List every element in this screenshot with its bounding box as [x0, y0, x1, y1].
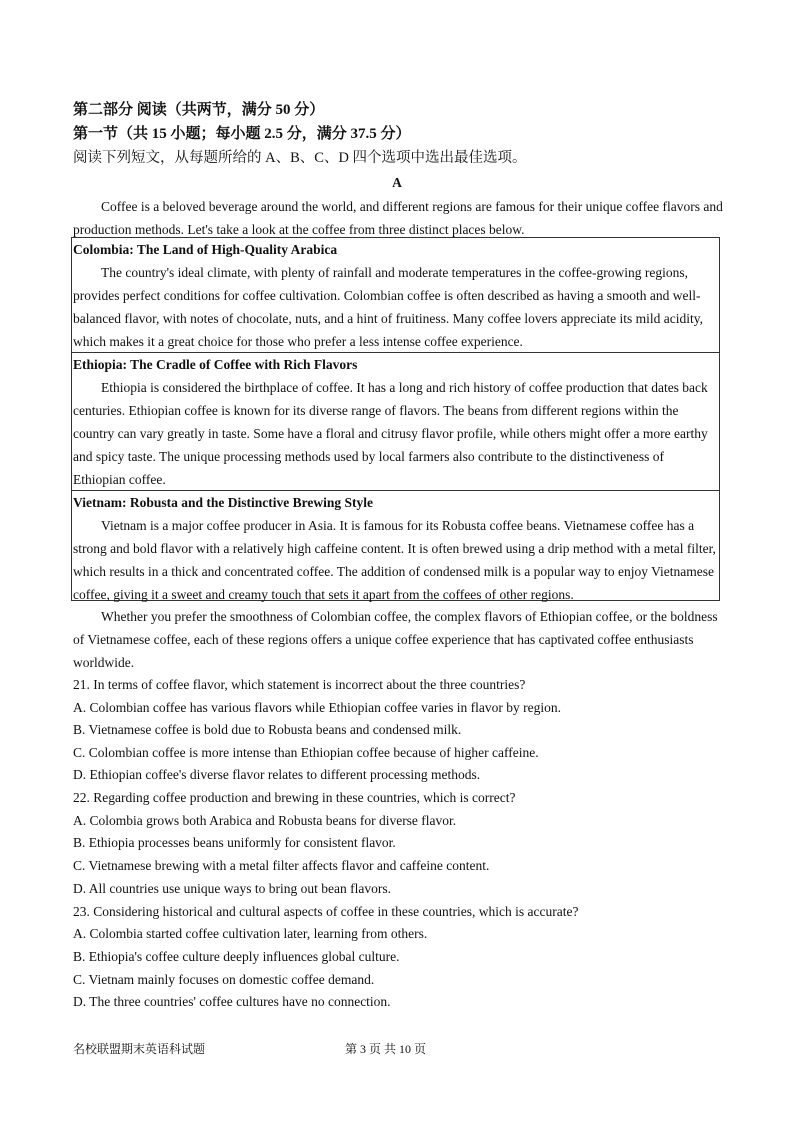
answer-option: C. Vietnam mainly focuses on domestic coffee demand. — [73, 972, 375, 987]
answer-option: C. Vietnamese brewing with a metal filter affects flavor and caffeine content. — [73, 858, 490, 873]
region-title: Vietnam: Robusta and the Distinctive Brewing Style — [73, 495, 373, 510]
passage-intro: Coffee is a beloved beverage around the world, and different regions are famous for their unique coffee flavors and production methods. Let's take a look at the coffee from three distinct places below. — [73, 199, 723, 237]
answer-option: D. All countries use unique ways to bring out bean flavors. — [73, 881, 391, 896]
footer-page-number: 第 3 页 共 10 页 — [345, 1042, 427, 1056]
passage-conclusion: Whether you prefer the smoothness of Colombian coffee, the complex flavors of Ethiopian coffee, or the boldness of Vietnamese coffee, each of these regions offers a unique coffee experience that has captivated coffee enthusiasts worldwide. — [73, 609, 718, 670]
question-stem: 21. In terms of coffee flavor, which statement is incorrect about the three countries? — [73, 677, 526, 692]
region-section-ethiopia — [72, 353, 719, 491]
region-section-colombia — [72, 238, 719, 353]
answer-option: B. Ethiopia processes beans uniformly for consistent flavor. — [73, 835, 396, 850]
answer-option: D. Ethiopian coffee's diverse flavor relates to different processing methods. — [73, 767, 481, 782]
section-heading: 第一节（共 15 小题；每小题 2.5 分，满分 37.5 分） — [73, 126, 411, 142]
region-body: Ethiopia is considered the birthplace of coffee. It has a long and rich history of coffee production that dates back centuries. Ethiopian coffee is known for its diverse range of flavors. The beans from different regions within the country can vary greatly in taste. Some have a floral and citrusy flavor profile, while others might offer a more earthy and spicy taste. The unique processing methods used by local farmers also contribute to the distinctiveness of Ethiopian coffee. — [73, 380, 708, 487]
region-body: The country's ideal climate, with plenty of rainfall and moderate temperatures in the coffee-growing regions, provides perfect conditions for coffee cultivation. Colombian coffee is often described as having a smooth and well-balanced flavor, with notes of chocolate, nuts, and a hint of fruitiness. Many coffee lovers appreciate its mild acidity, which makes it a great choice for those who prefer a less intense coffee experience. — [73, 265, 704, 349]
region-body: Vietnam is a major coffee producer in Asia. It is famous for its Robusta coffee beans. Vietnamese coffee has a strong and bold flavor with a relatively high caffeine content. It is often brewed using a drip method with a metal filter, which results in a thick and concentrated coffee. The addition of condensed milk is a popular way to enjoy Vietnamese coffee, giving it a sweet and creamy touch that sets it apart from the coffees of other regions. — [73, 518, 716, 602]
instruction-text: 阅读下列短文，从每题所给的 A、B、C、D 四个选项中选出最佳选项。 — [73, 150, 527, 166]
answer-option: B. Vietnamese coffee is bold due to Robusta beans and condensed milk. — [73, 722, 462, 737]
answer-option: A. Colombia started coffee cultivation later, learning from others. — [73, 926, 428, 941]
answer-option: B. Ethiopia's coffee culture deeply influences global culture. — [73, 949, 400, 964]
question-stem: 22. Regarding coffee production and brewing in these countries, which is correct? — [73, 790, 516, 805]
answer-option: A. Colombian coffee has various flavors while Ethiopian coffee varies in flavor by region. — [73, 700, 561, 715]
region-section-vietnam — [72, 491, 719, 602]
region-table — [71, 237, 720, 601]
answer-option: C. Colombian coffee is more intense than Ethiopian coffee because of higher caffeine. — [73, 745, 539, 760]
region-title: Ethiopia: The Cradle of Coffee with Rich Flavors — [73, 357, 358, 372]
region-title: Colombia: The Land of High-Quality Arabica — [73, 242, 338, 257]
part-heading: 第二部分 阅读（共两节，满分 50 分） — [73, 102, 325, 118]
answer-option: D. The three countries' coffee cultures have no connection. — [73, 994, 391, 1009]
footer-exam-name: 名校联盟期末英语科试题 — [73, 1042, 206, 1056]
question-stem: 23. Considering historical and cultural aspects of coffee in these countries, which is accurate? — [73, 904, 579, 919]
answer-option: A. Colombia grows both Arabica and Robusta beans for diverse flavor. — [73, 813, 457, 828]
passage-label: A — [392, 175, 402, 190]
